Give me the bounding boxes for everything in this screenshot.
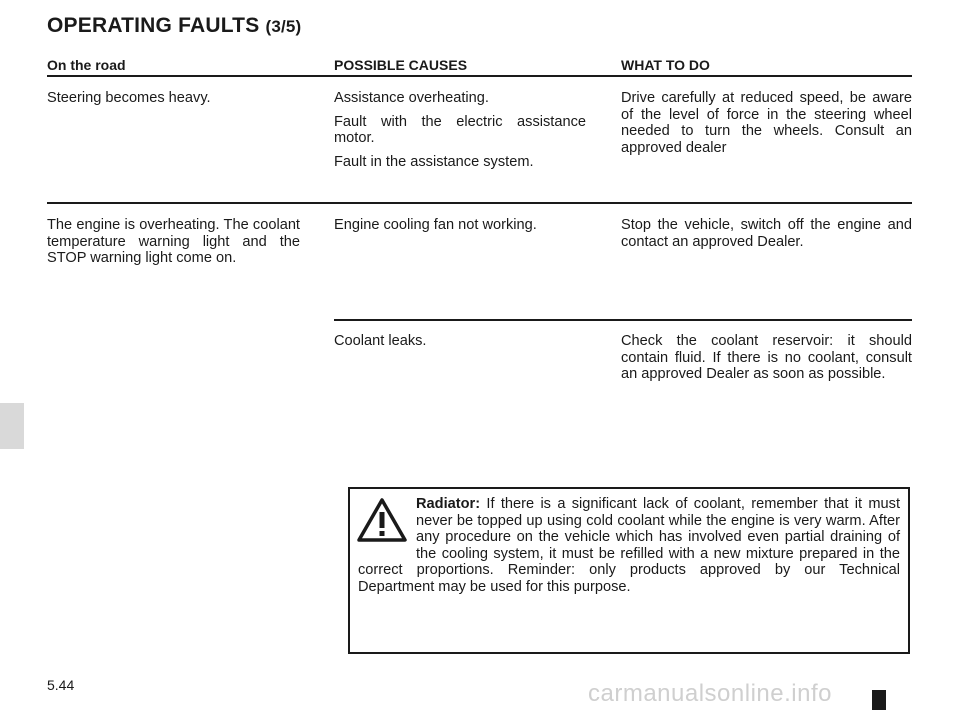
row2-action: Stop the vehicle, switch off the engine and contact an approved Dealer. (621, 217, 912, 250)
chapter-tab (0, 403, 24, 449)
row2-rule (334, 319, 912, 321)
note-text (358, 496, 900, 596)
radiator-note (348, 487, 910, 654)
page-number: 5.44 (47, 677, 75, 693)
watermark: carmanualsonline.info (588, 680, 832, 707)
note-label: Radiator: (416, 496, 481, 512)
row2-cause: Engine cooling fan not working. (334, 217, 537, 233)
row1-rule (47, 202, 912, 204)
note-body: If there is a significant lack of coolant, remember that it must never be topped up using cold coolant while the engine is very warm. After any procedure on the vehicle which has involved even partial draining of the cooling system, it must be refilled with a new mixture prepared in the correct proportions. Reminder: only products approved by our Technical Department may be used for this purpose. (358, 496, 900, 595)
row1-action: Drive carefully at reduced speed, be aware of the level of force in the steering wheel needed to turn the wheels. Consult an approved dealer (621, 90, 912, 156)
row1-cause-3: Fault in the assistance system. (334, 153, 534, 170)
row3-action: Check the coolant reservoir: it should contain fluid. If there is no coolant, consult an approved Dealer as soon as possible. (621, 333, 912, 383)
row1-situation: Steering becomes heavy. (47, 90, 211, 106)
header-on-the-road: On the road (47, 57, 126, 73)
corner-marker (872, 690, 886, 710)
page-title: OPERATING FAULTS (3/5) (47, 14, 302, 37)
page-title-suffix: (3/5) (265, 17, 302, 36)
header-possible-causes: POSSIBLE CAUSES (334, 57, 468, 73)
row2-situation: The engine is overheating. The coolant temperature warning light and the STOP warning light come on. (47, 217, 300, 267)
row1-cause-1: Assistance overheating. (334, 90, 489, 106)
row1-causes (334, 90, 586, 177)
header-what-to-do: WHAT TO DO (621, 57, 710, 73)
row1-cause-2: Fault with the electric assistance motor. (334, 113, 586, 147)
row3-cause: Coolant leaks. (334, 333, 427, 349)
header-rule (47, 75, 912, 77)
